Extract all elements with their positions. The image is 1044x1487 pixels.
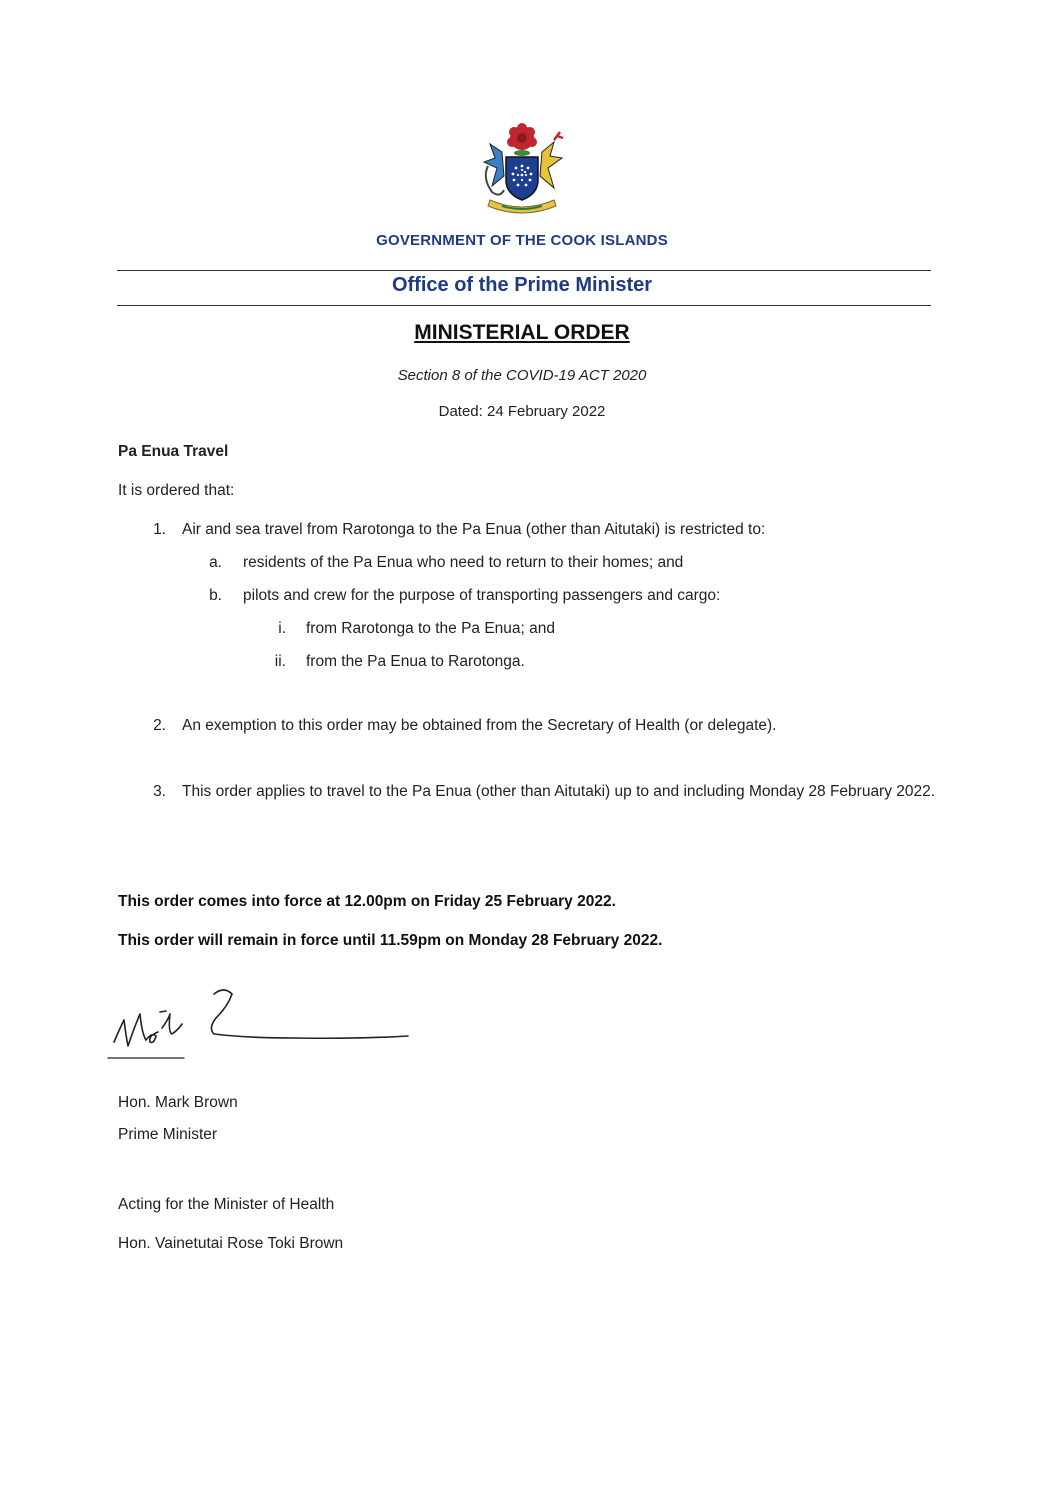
item-text: Air and sea travel from Rarotonga to the Pa Enua (other than Aitutaki) is restricted to: [182,521,766,538]
item-text: This order applies to travel to the Pa Enua (other than Aitutaki) up to and including Monday 28 February 2022. [182,783,936,800]
header-rule-bottom [117,305,931,306]
force-end-statement: This order will remain in force until 11.59pm on Monday 28 February 2022. [118,932,663,949]
item-number: 1. [153,521,166,538]
subitem-label: a. [209,554,222,571]
signatory-title: Prime Minister [118,1126,218,1143]
header-rule-top [117,270,931,271]
section-reference: Section 8 of the COVID-19 ACT 2020 [397,367,647,384]
subitem-text: residents of the Pa Enua who need to return to their homes; and [243,554,684,571]
force-start-statement: This order comes into force at 12.00pm on Friday 25 February 2022. [118,893,616,910]
subitem-label: b. [209,587,222,604]
subsubitem-text: from the Pa Enua to Rarotonga. [306,653,525,670]
minister-name: Hon. Vainetutai Rose Toki Brown [118,1235,344,1252]
signatory-name: Hon. Mark Brown [118,1094,238,1111]
item-text: An exemption to this order may be obtained from the Secretary of Health (or delegate). [182,717,777,734]
signature-image [96,984,416,1079]
coat-of-arms-icon [462,122,582,222]
office-name: Office of the Prime Minister [391,274,653,296]
item-number: 2. [153,717,166,734]
subsubitem-text: from Rarotonga to the Pa Enua; and [306,620,556,637]
order-heading: Pa Enua Travel [118,443,229,460]
order-date: Dated: 24 February 2022 [438,403,606,420]
item-number: 3. [153,783,166,800]
subsubitem-label: i. [278,620,286,637]
subsubitem-label: ii. [274,653,286,670]
acting-for-note: Acting for the Minister of Health [118,1196,335,1213]
order-intro: It is ordered that: [118,482,235,499]
government-name: GOVERNMENT OF THE COOK ISLANDS [376,232,668,249]
page-title: MINISTERIAL ORDER [414,321,630,344]
subitem-text: pilots and crew for the purpose of transporting passengers and cargo: [243,587,721,604]
